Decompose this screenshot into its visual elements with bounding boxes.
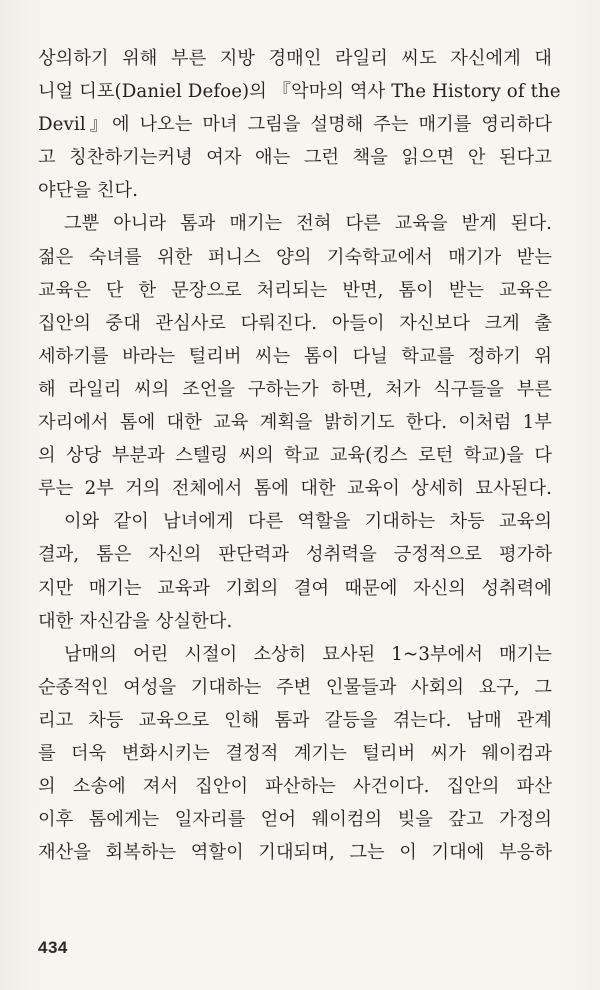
text-line: 의 소송에 져서 집안이 파산하는 사건이다. 집안의 파산 xyxy=(38,776,552,798)
paragraph-first-line: 남매의 어린 시절이 소상히 묘사된 1~3부에서 매기는 xyxy=(64,643,552,665)
text-line: 지만 매기는 교육과 기회의 결여 때문에 자신의 성취력에 xyxy=(38,577,552,599)
page-number: 434 xyxy=(38,938,68,957)
text-line: 집안의 중대 관심사로 다뤄진다. 아들이 자신보다 크게 출 xyxy=(38,312,552,334)
text-line: 이후 톰에게는 일자리를 얻어 웨이컴의 빚을 갚고 가정의 xyxy=(38,809,552,831)
paragraph-first-line: 이와 같이 남녀에게 다른 역할을 기대하는 차등 교육의 xyxy=(64,511,552,533)
paragraph-first-line: 그뿐 아니라 톰과 매기는 전혀 다른 교육을 받게 된다. xyxy=(64,213,552,235)
text-line: 상의하기 위해 부른 지방 경매인 라일리 씨도 자신에게 대 xyxy=(38,48,552,69)
text-line: 루는 2부 거의 전체에서 톰에 대한 교육이 상세히 묘사된다. xyxy=(38,478,552,500)
text-line: 순종적인 여성을 기대하는 주변 인물들과 사회의 요구, 그 xyxy=(38,676,552,698)
text-line: 고 칭찬하기는커녕 여자 애는 그런 책을 읽으면 안 된다고 xyxy=(38,147,552,169)
text-line: 대한 자신감을 상실한다. xyxy=(38,610,233,632)
text-line: 자리에서 톰에 대한 교육 계획을 밝히기도 한다. 이처럼 1부 xyxy=(38,412,552,434)
text-line: 의 상당 부분과 스텔링 씨의 학교 교육(킹스 로턴 학교)을 다 xyxy=(38,445,552,467)
text-line: 리고 차등 교육으로 인해 톰과 갈등을 겪는다. 남매 관계 xyxy=(38,709,552,731)
text-line: 교육은 단 한 문장으로 처리되는 반면, 톰이 받는 교육은 xyxy=(38,279,552,301)
text-line: 젊은 숙녀를 위한 퍼니스 양의 기숙학교에서 매기가 받는 xyxy=(38,246,552,268)
text-line: 세하기를 바라는 털리버 씨는 톰이 다닐 학교를 정하기 위 xyxy=(38,345,552,367)
text-line: 결과, 톰은 자신의 판단력과 성취력을 긍정적으로 평가하 xyxy=(38,544,552,566)
text-line: 를 더욱 변화시키는 결정적 계기는 털리버 씨가 웨이컴과 xyxy=(38,742,552,764)
text-line: 해 라일리 씨의 조언을 구하는가 하면, 처가 식구들을 부른 xyxy=(38,378,552,400)
text-line: 재산을 회복하는 역할이 기대되며, 그는 이 기대에 부응하 xyxy=(38,842,552,864)
text-line: Devil』에 나오는 마녀 그림을 설명해 주는 매기를 영리하다 xyxy=(38,114,552,136)
text-line: 니얼 디포(Daniel Defoe)의 『악마의 역사 The History of the xyxy=(38,81,561,103)
text-line: 야단을 친다. xyxy=(38,180,139,202)
body-text xyxy=(38,42,561,869)
